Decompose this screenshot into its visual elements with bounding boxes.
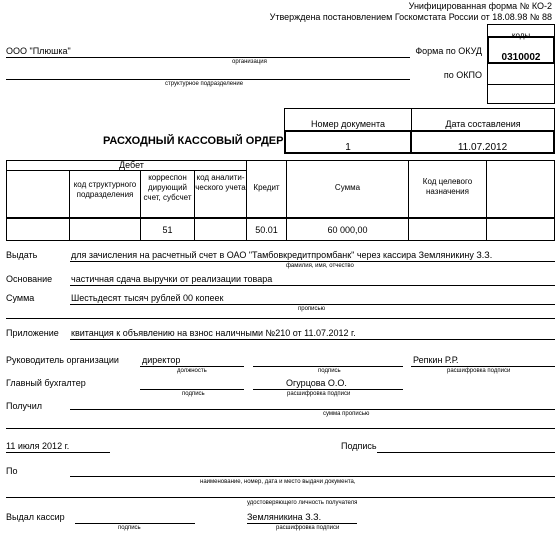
head-decoding-caption: расшифровка подписи	[447, 368, 511, 374]
cashier-name: Земляникина З.З.	[247, 512, 322, 522]
received-line-2	[6, 428, 555, 429]
document-date: 11.07.2012	[457, 142, 508, 153]
basis-value: частичная сдача выручки от реализации товара	[71, 274, 273, 284]
codes-title: коды	[511, 31, 531, 40]
head-position: директор	[142, 355, 181, 365]
unit-line	[6, 79, 410, 80]
document-number: 1	[345, 142, 351, 153]
issue-line	[70, 261, 555, 262]
sum-line-2	[6, 318, 555, 319]
sum-label: Сумма	[6, 293, 35, 303]
row-credit: 50.01	[255, 225, 278, 235]
cashier-label: Выдал кассир	[6, 512, 65, 522]
organization-caption: организация	[232, 59, 267, 65]
col-credit: Кредит	[253, 183, 280, 192]
head-signature-caption: подпись	[318, 368, 341, 374]
okud-code-cell	[487, 36, 555, 64]
by-label: По	[6, 466, 18, 476]
okud-code: 0310002	[501, 52, 541, 63]
cashier-name-line	[247, 523, 357, 524]
document-title: РАСХОДНЫЙ КАССОВЫЙ ОРДЕР	[103, 135, 284, 147]
basis-label: Основание	[6, 274, 53, 284]
accountant-name: Огурцова О.О.	[286, 378, 347, 388]
debit-header: Дебет	[119, 160, 144, 170]
head-position-caption: должность	[177, 368, 207, 374]
approval-note: Утверждена постановлением Госкомстата России от 18.08.98 № 88	[269, 12, 552, 22]
cashier-signature-line	[75, 523, 195, 524]
sum-value: Шестьдесят тысяч рублей 00 копеек	[71, 293, 224, 303]
attachment-value: квитанция к объявлению на взнос наличными №210 от 11.07.2012 г.	[71, 328, 356, 338]
col-line-6	[408, 160, 409, 241]
number-label-cell	[284, 108, 412, 131]
organization-line	[6, 57, 410, 58]
received-label: Получил	[6, 401, 42, 411]
accountant-signature-line	[140, 389, 244, 390]
attachment-line	[70, 339, 555, 340]
okpo-code-cell	[487, 63, 555, 85]
accounting-table	[6, 160, 555, 241]
unified-form-label: Унифицированная форма № КО-2	[408, 1, 552, 11]
col-unit-code: код структурного подразделения	[73, 180, 137, 199]
number-value-cell	[284, 130, 412, 154]
codes-extra-cell	[487, 84, 555, 104]
col-purpose-code: Код целевого назначения	[422, 177, 473, 196]
issue-value: для зачисления на расчетный счет в ОАО "Тамбовкредитпромбанк" через кассира Земляникину З.З.	[71, 250, 493, 260]
accountant-signature-caption: подпись	[182, 391, 205, 397]
id-caption: удостоверяющего личность получателя	[247, 500, 358, 506]
row-amount: 60 000,00	[327, 225, 368, 235]
date-line: 11 июля 2012 г.	[6, 441, 70, 451]
okpo-label: по ОКПО	[443, 70, 482, 80]
issue-label: Выдать	[6, 250, 38, 260]
head-label: Руководитель организации	[6, 355, 119, 365]
document-caption: наименование, номер, дата и место выдачи документа,	[200, 479, 356, 485]
unit-caption: структурное подразделение	[165, 81, 244, 87]
sum-line	[70, 304, 555, 305]
amount-words-caption: сумма прописью	[323, 411, 370, 417]
head-name: Репкин Р.Р.	[413, 355, 459, 365]
organization-name: ООО "Плюшка"	[6, 46, 71, 56]
received-line	[70, 409, 555, 410]
okud-label: Форма по ОКУД	[415, 46, 482, 56]
basis-line	[70, 285, 555, 286]
issue-caption: фамилия, имя, отчество	[286, 263, 354, 269]
signature-label: Подпись	[341, 441, 377, 451]
accountant-decoding-caption: расшифровка подписи	[287, 391, 351, 397]
cashier-decoding-caption: расшифровка подписи	[276, 525, 340, 531]
date-value-cell	[410, 130, 555, 154]
date-label: Дата составления	[445, 119, 521, 129]
row-corr-account: 51	[162, 225, 173, 235]
values-divider	[6, 217, 555, 219]
receiver-signature-line	[377, 452, 555, 453]
col-analytic-code: код аналити-ческого учета	[195, 173, 246, 192]
date-underline	[6, 452, 110, 453]
col-corr-account: корреспон дирующий счет, субсчет	[143, 173, 192, 202]
head-name-line	[411, 366, 555, 367]
document-line	[70, 476, 555, 477]
sum-caption: прописью	[298, 306, 326, 312]
accountant-name-line	[253, 389, 403, 390]
col-line-7	[486, 160, 487, 241]
accountant-label: Главный бухгалтер	[6, 378, 86, 388]
head-signature-line	[253, 366, 403, 367]
number-label: Номер документа	[310, 119, 386, 129]
cashier-signature-caption: подпись	[118, 525, 141, 531]
col-amount: Сумма	[334, 183, 361, 192]
date-label-cell	[411, 108, 555, 131]
attachment-label: Приложение	[6, 328, 59, 338]
head-position-line	[140, 366, 244, 367]
document-line-2	[6, 497, 555, 498]
